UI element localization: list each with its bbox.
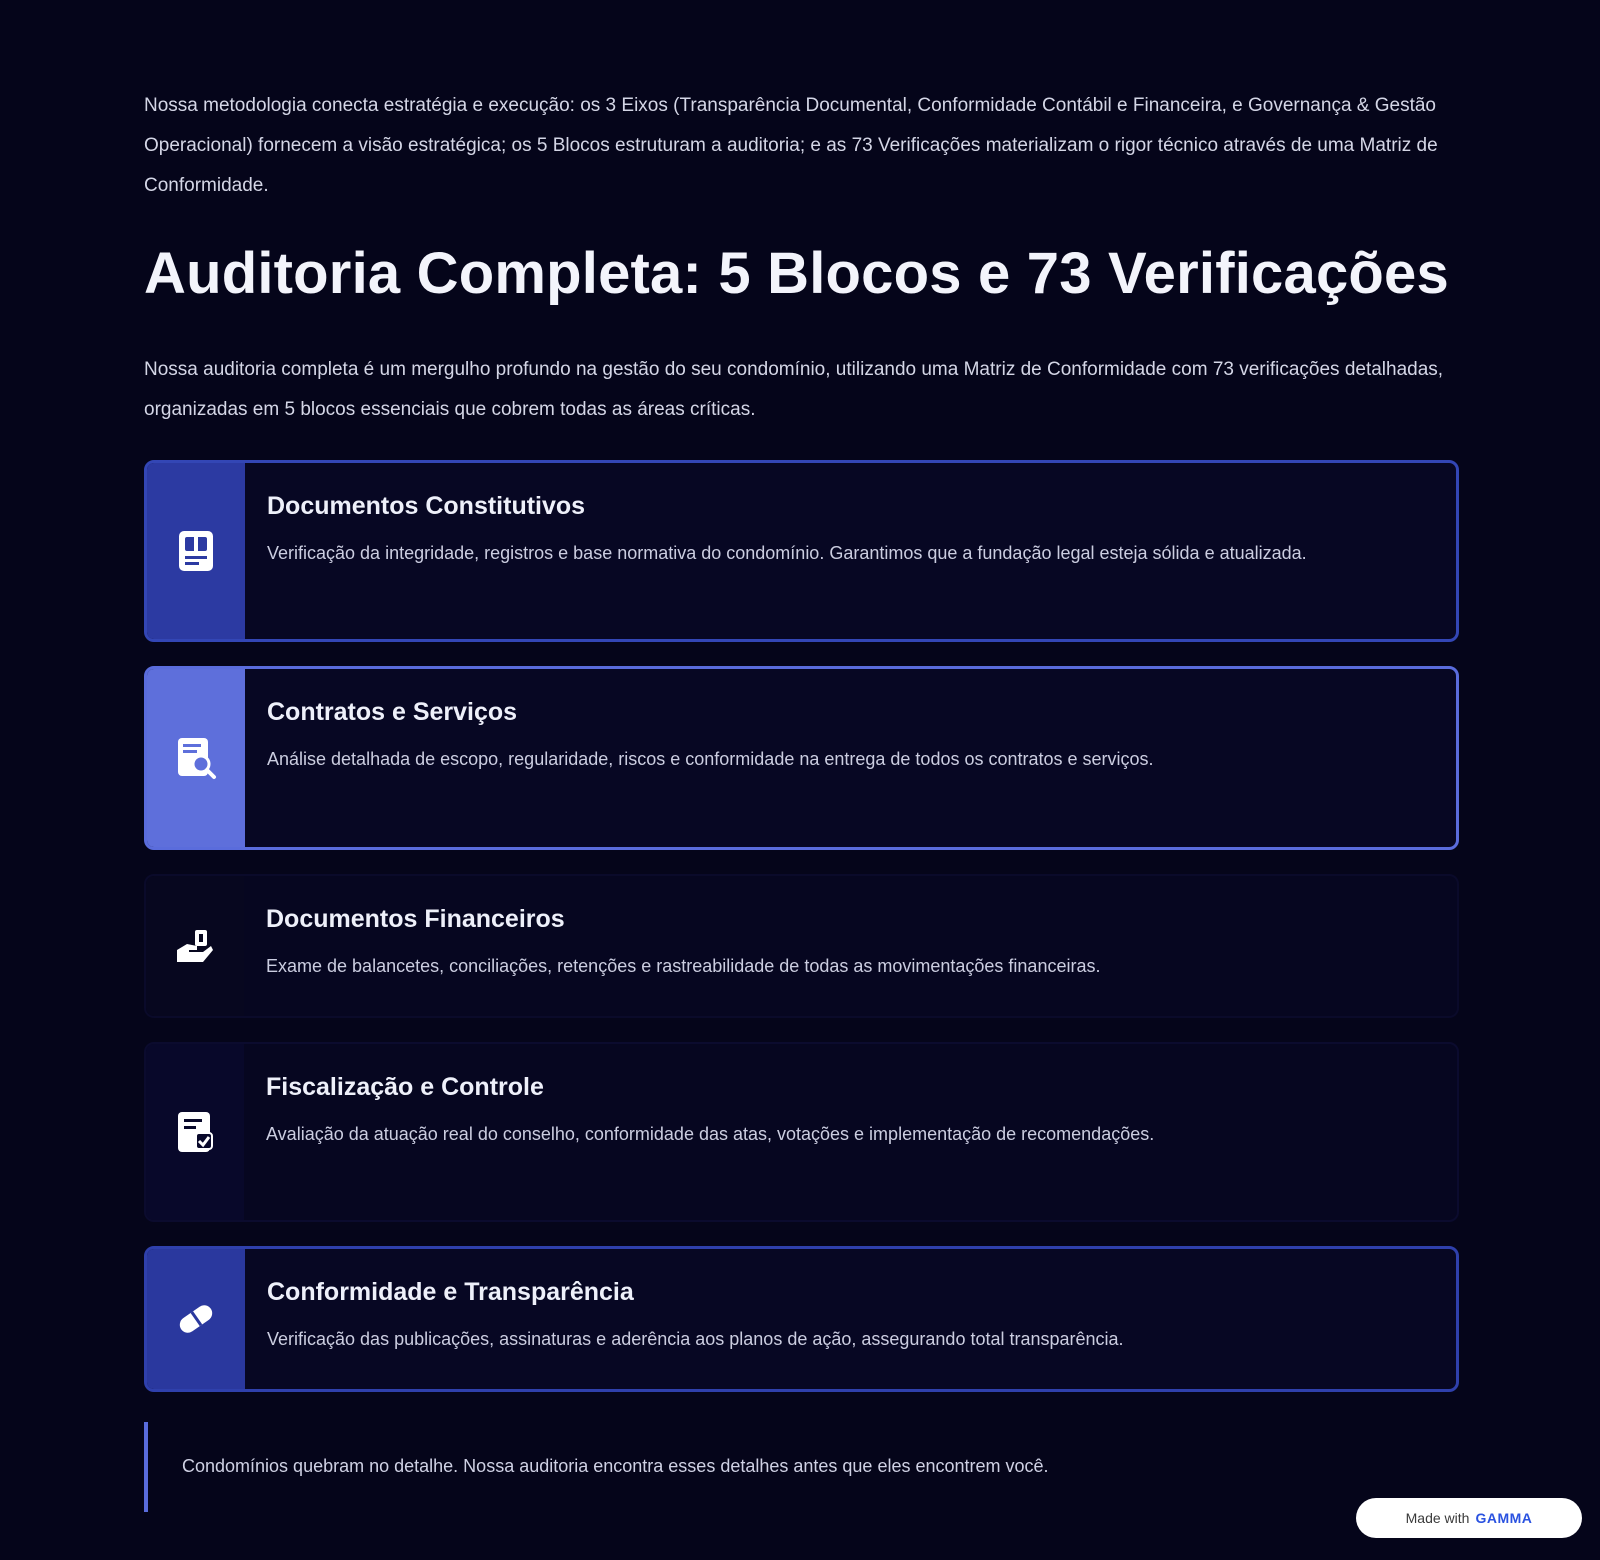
card-accent-strip	[147, 669, 245, 847]
main-content	[144, 86, 1459, 1512]
badge-brand: GAMMA	[1475, 1510, 1533, 1526]
card-title: Contratos e Serviços	[267, 698, 518, 726]
checklist-icon	[174, 1109, 216, 1155]
card-body	[245, 1249, 1456, 1389]
contract-search-icon	[174, 735, 218, 781]
audit-block-card	[144, 1246, 1459, 1392]
card-accent-strip	[146, 876, 244, 1016]
audit-block-card	[144, 1042, 1459, 1222]
audit-block-card	[144, 460, 1459, 642]
money-hand-icon	[173, 924, 217, 968]
card-description: Verificação da integridade, registros e base normativa do condomínio. Garantimos que a fundação legal esteja sólida e atualizada.	[267, 543, 1307, 563]
card-title: Fiscalização e Controle	[266, 1073, 544, 1101]
card-title: Documentos Financeiros	[266, 905, 565, 933]
card-description: Verificação das publicações, assinaturas e aderência aos planos de ação, assegurando total transparência.	[267, 1329, 1124, 1349]
card-accent-strip	[146, 1044, 244, 1220]
badge-prefix: Made with	[1405, 1510, 1470, 1526]
card-body	[245, 463, 1456, 639]
card-accent-strip	[147, 463, 245, 639]
card-description: Análise detalhada de escopo, regularidade, riscos e conformidade na entrega de todos os contratos e serviços.	[267, 749, 1154, 769]
made-with-gamma-badge[interactable]	[1356, 1498, 1582, 1538]
card-body	[244, 876, 1457, 1016]
card-description: Exame de balancetes, conciliações, retenções e rastreabilidade de todas as movimentações financeiras.	[266, 956, 1101, 976]
card-title: Conformidade e Transparência	[267, 1278, 634, 1306]
card-title: Documentos Constitutivos	[267, 492, 586, 520]
lead-paragraph: Nossa auditoria completa é um mergulho profundo na gestão do seu condomínio, utilizando uma Matriz de Conformidade com 73 verificações detalhadas, organizadas em 5 blocos essenciais que cobrem todas as áreas críticas.	[144, 359, 1444, 420]
pill-icon	[174, 1297, 218, 1341]
closing-quote: Condomínios quebram no detalhe. Nossa auditoria encontra esses detalhes antes que eles encontrem você.	[144, 1422, 1459, 1512]
audit-block-card	[144, 874, 1459, 1018]
intro-paragraph: Nossa metodologia conecta estratégia e execução: os 3 Eixos (Transparência Documental, Conformidade Contábil e Financeira, e Governança & Gestão Operacional) fornecem a visão estratégica; os 5 Blocos estruturam a auditoria; e as 73 Verificações materializam o rigor técnico através de uma Matriz de Conformidade.	[144, 95, 1438, 196]
page-title: Auditoria Completa: 5 Blocos e 73 Verificações	[144, 241, 1449, 306]
card-body	[244, 1044, 1457, 1220]
document-icon	[175, 528, 217, 574]
card-description: Avaliação da atuação real do conselho, conformidade das atas, votações e implementação de recomendações.	[266, 1124, 1155, 1144]
card-accent-strip	[147, 1249, 245, 1389]
audit-block-card	[144, 666, 1459, 850]
audit-blocks-list	[144, 460, 1459, 1392]
card-body	[245, 669, 1456, 847]
